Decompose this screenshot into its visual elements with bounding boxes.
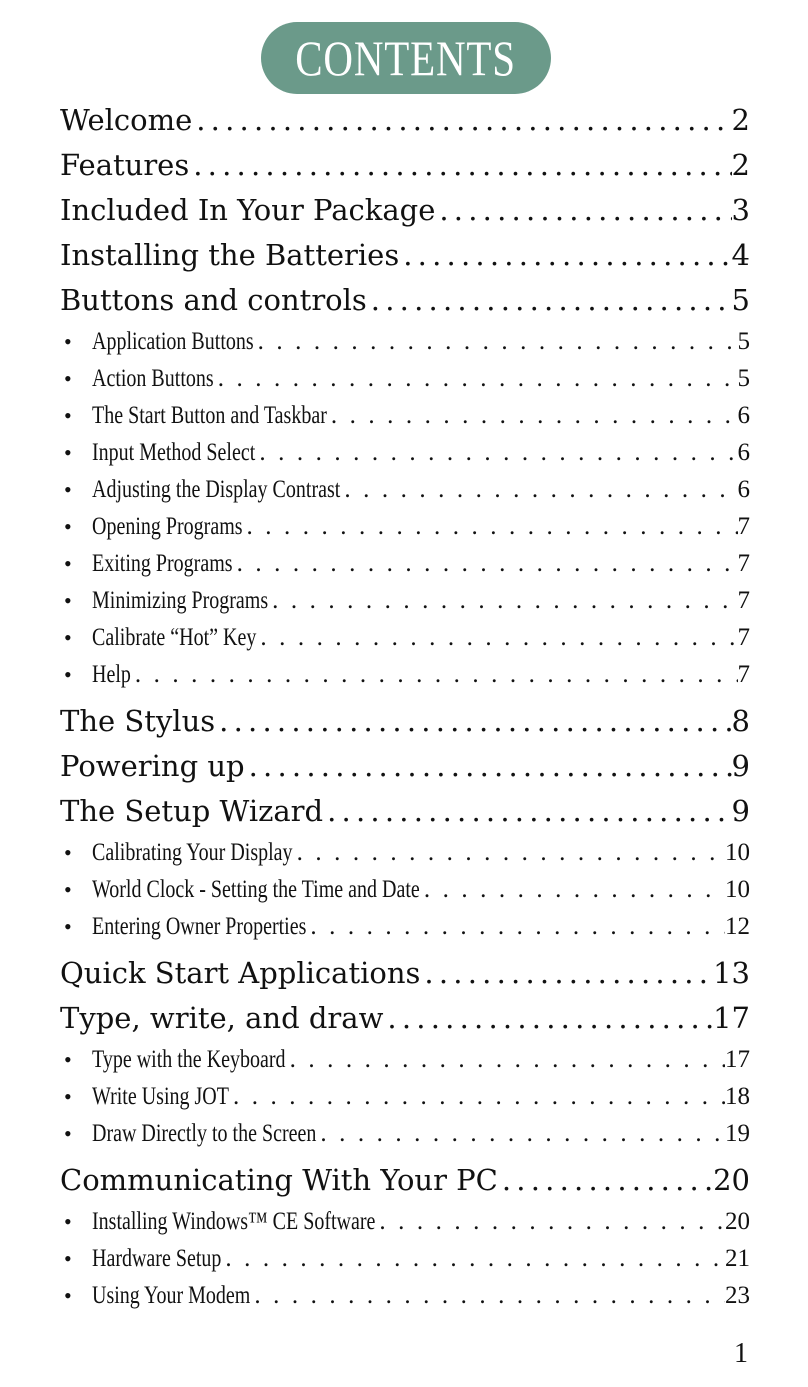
dot-leader: [189, 143, 731, 188]
dot-leader: [286, 1041, 725, 1078]
toc-entry-label: Welcome: [60, 103, 193, 137]
toc-entry-page: 21: [725, 1245, 750, 1272]
toc-section-entry[interactable]: [60, 98, 750, 143]
dot-leader: [435, 188, 731, 233]
toc-section-entry[interactable]: [60, 143, 750, 188]
toc-entry-page: 20: [713, 1163, 750, 1197]
bullet-icon: •: [64, 588, 72, 613]
toc-entry-page: 6: [737, 439, 750, 466]
dot-leader: [192, 98, 731, 143]
dot-leader: [383, 996, 713, 1041]
dot-leader: [233, 545, 738, 582]
page-number: 1: [734, 1338, 748, 1369]
bullet-icon: •: [64, 1209, 72, 1234]
toc-subsection-entry[interactable]: [60, 656, 750, 693]
toc-entry-page: 12: [725, 913, 750, 940]
dot-leader: [420, 871, 725, 908]
toc-entry-page: 17: [725, 1046, 750, 1073]
toc-entry-page: 19: [725, 1120, 750, 1147]
toc-entry-page: 5: [731, 283, 750, 317]
dot-leader: [420, 951, 713, 996]
toc-subsection-entry[interactable]: [60, 545, 750, 582]
bullet-icon: •: [64, 1283, 72, 1308]
bullet-icon: •: [64, 329, 72, 354]
toc-entry-page: 8: [731, 704, 750, 738]
toc-entry-page: 2: [731, 148, 750, 182]
dot-leader: [375, 1203, 725, 1240]
toc-entry-page: 7: [737, 587, 750, 614]
toc-entry-label: Draw Directly to the Screen: [92, 1120, 317, 1147]
dot-leader: [306, 908, 725, 945]
dot-leader: [131, 656, 738, 693]
toc-entry-page: 7: [737, 513, 750, 540]
bullet-icon: •: [64, 366, 72, 391]
bullet-icon: •: [64, 877, 72, 902]
toc-subsection-entry[interactable]: [60, 1277, 750, 1314]
toc-entry-label: Quick Start Applications: [60, 956, 421, 990]
toc-section-entry[interactable]: [60, 1158, 750, 1203]
toc-entry-label: The Setup Wizard: [60, 794, 324, 828]
dot-leader: [316, 1115, 725, 1152]
table-of-contents: [60, 98, 750, 1314]
toc-entry-page: 5: [737, 328, 750, 355]
dot-leader: [245, 744, 732, 789]
bullet-icon: •: [64, 662, 72, 687]
toc-subsection-entry[interactable]: [60, 908, 750, 945]
toc-entry-label: Input Method Select: [92, 439, 256, 466]
bullet-icon: •: [64, 551, 72, 576]
toc-section-entry[interactable]: [60, 789, 750, 834]
toc-subsection-entry[interactable]: [60, 397, 750, 434]
contents-title: CONTENTS: [295, 30, 517, 86]
toc-entry-page: 17: [713, 1001, 750, 1035]
toc-subsection-entry[interactable]: [60, 1041, 750, 1078]
toc-entry-label: Installing the Batteries: [60, 238, 400, 272]
bullet-icon: •: [64, 403, 72, 428]
toc-entry-label: Minimizing Programs: [92, 587, 269, 614]
bullet-icon: •: [64, 477, 72, 502]
toc-subsection-entry[interactable]: [60, 582, 750, 619]
toc-entry-page: 23: [725, 1282, 750, 1309]
toc-entry-page: 6: [737, 476, 750, 503]
dot-leader: [229, 1078, 725, 1115]
dot-leader: [250, 1277, 725, 1314]
toc-entry-page: 5: [737, 365, 750, 392]
toc-subsection-entry[interactable]: [60, 323, 750, 360]
toc-entry-label: Write Using JOT: [92, 1083, 229, 1110]
bullet-icon: •: [64, 1246, 72, 1271]
toc-entry-label: Adjusting the Display Contrast: [92, 476, 341, 503]
toc-entry-page: 2: [731, 103, 750, 137]
toc-entry-label: Type, write, and draw: [60, 1001, 384, 1035]
toc-entry-page: 18: [725, 1083, 750, 1110]
dot-leader: [243, 508, 738, 545]
bullet-icon: •: [64, 1084, 72, 1109]
toc-entry-page: 10: [725, 876, 750, 903]
dot-leader: [221, 1240, 725, 1277]
toc-section-entry[interactable]: [60, 233, 750, 278]
bullet-icon: •: [64, 914, 72, 939]
toc-subsection-entry[interactable]: [60, 434, 750, 471]
toc-entry-label: Hardware Setup: [92, 1245, 222, 1272]
toc-subsection-entry[interactable]: [60, 871, 750, 908]
toc-entry-label: Powering up: [60, 749, 245, 783]
toc-entry-label: Type with the Keyboard: [92, 1046, 286, 1073]
dot-leader: [498, 1158, 713, 1203]
dot-leader: [399, 233, 731, 278]
toc-entry-label: The Stylus: [60, 704, 216, 738]
toc-entry-page: 9: [731, 749, 750, 783]
toc-entry-page: 7: [737, 550, 750, 577]
toc-entry-page: 6: [737, 402, 750, 429]
toc-section-entry[interactable]: [60, 744, 750, 789]
bullet-icon: •: [64, 1047, 72, 1072]
toc-entry-label: Features: [60, 148, 190, 182]
toc-entry-label: Opening Programs: [92, 513, 243, 540]
toc-subsection-entry[interactable]: [60, 471, 750, 508]
dot-leader: [268, 582, 737, 619]
toc-subsection-entry[interactable]: [60, 360, 750, 397]
bullet-icon: •: [64, 840, 72, 865]
dot-leader: [367, 278, 732, 323]
toc-entry-page: 9: [731, 794, 750, 828]
toc-entry-label: Installing Windows™ CE Software: [92, 1208, 376, 1235]
toc-subsection-entry[interactable]: [60, 834, 750, 871]
bullet-icon: •: [64, 440, 72, 465]
toc-entry-label: Calibrating Your Display: [92, 839, 293, 866]
toc-entry-page: 20: [725, 1208, 750, 1235]
dot-leader: [256, 619, 737, 656]
toc-subsection-entry[interactable]: [60, 619, 750, 656]
toc-entry-label: Communicating With Your PC: [60, 1163, 498, 1197]
toc-entry-label: Exiting Programs: [92, 550, 233, 577]
toc-entry-page: 7: [737, 624, 750, 651]
dot-leader: [340, 471, 737, 508]
toc-entry-label: Help: [92, 661, 131, 688]
bullet-icon: •: [64, 625, 72, 650]
toc-section-entry[interactable]: [60, 996, 750, 1041]
toc-entry-label: Entering Owner Properties: [92, 913, 307, 940]
dot-leader: [215, 699, 731, 744]
toc-subsection-entry[interactable]: [60, 1203, 750, 1240]
toc-entry-label: Using Your Modem: [92, 1282, 251, 1309]
dot-leader: [254, 323, 738, 360]
toc-entry-label: Buttons and controls: [60, 283, 367, 317]
toc-entry-label: World Clock - Setting the Time and Date: [92, 876, 420, 903]
toc-subsection-entry[interactable]: [60, 1115, 750, 1152]
toc-entry-label: Action Buttons: [92, 365, 214, 392]
toc-subsection-entry[interactable]: [60, 1240, 750, 1277]
toc-subsection-entry[interactable]: [60, 1078, 750, 1115]
toc-section-entry[interactable]: [60, 699, 750, 744]
bullet-icon: •: [64, 1121, 72, 1146]
toc-entry-label: The Start Button and Taskbar: [92, 402, 327, 429]
contents-title-banner: [261, 22, 551, 94]
dot-leader: [327, 397, 738, 434]
toc-entry-page: 4: [731, 238, 750, 272]
toc-entry-page: 10: [725, 839, 750, 866]
dot-leader: [255, 434, 737, 471]
toc-entry-page: 3: [731, 193, 750, 227]
toc-section-entry[interactable]: [60, 951, 750, 996]
dot-leader: [293, 834, 725, 871]
toc-entry-label: Application Buttons: [92, 328, 254, 355]
bullet-icon: •: [64, 514, 72, 539]
toc-subsection-entry[interactable]: [60, 508, 750, 545]
toc-entry-label: Calibrate “Hot” Key: [92, 624, 257, 651]
toc-entry-label: Included In Your Package: [60, 193, 436, 227]
toc-entry-page: 7: [737, 661, 750, 688]
dot-leader: [323, 789, 731, 834]
toc-section-entry[interactable]: [60, 188, 750, 233]
dot-leader: [214, 360, 738, 397]
toc-entry-page: 13: [713, 956, 750, 990]
toc-section-entry[interactable]: [60, 278, 750, 323]
